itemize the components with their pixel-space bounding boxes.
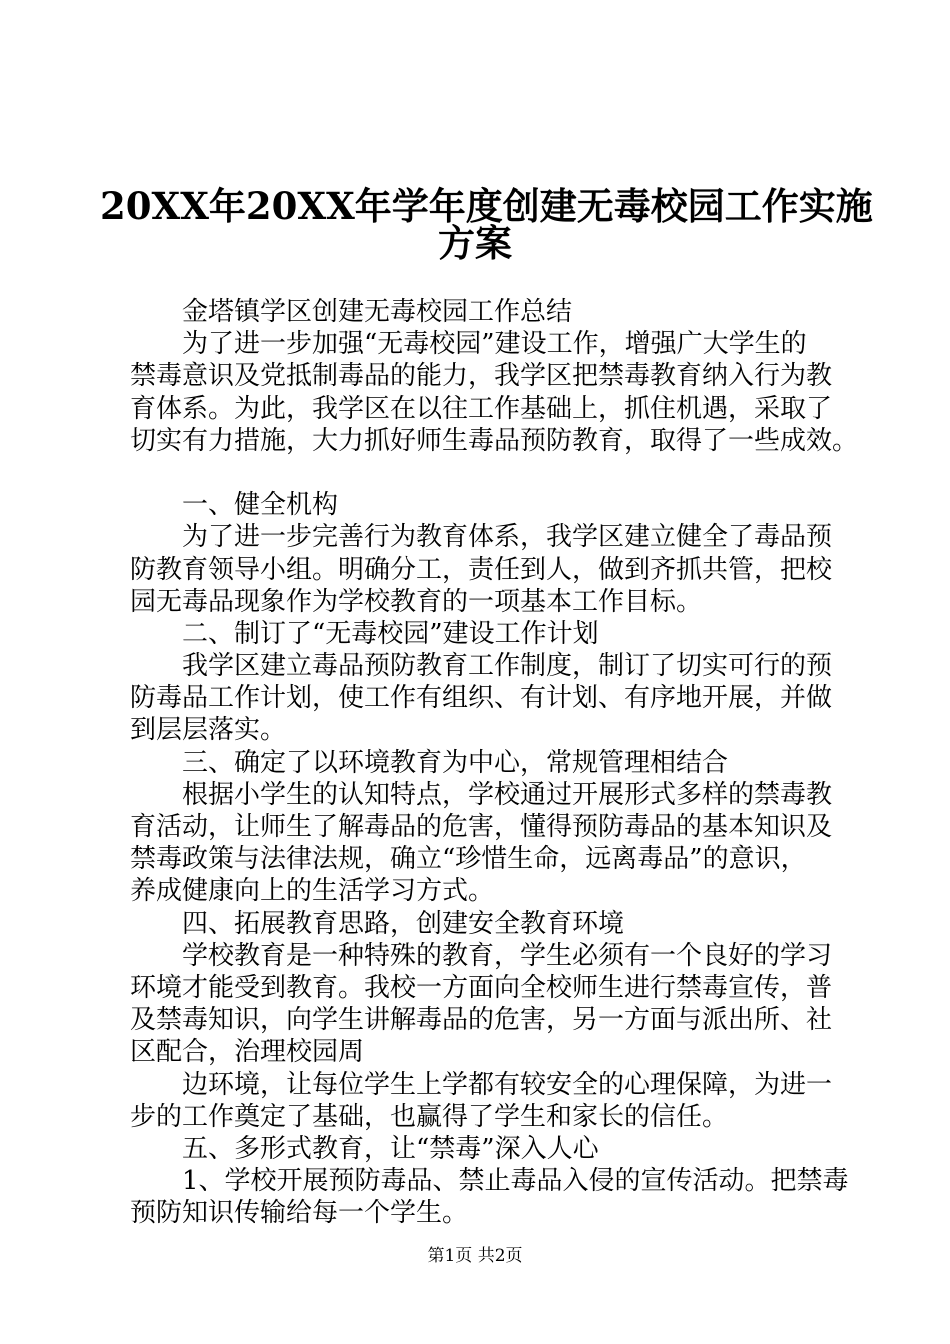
document-title-line-1: 20XX年20XX年学年度创建无毒校园工作实施 — [100, 184, 873, 228]
document-title-line-2: 方案 — [438, 221, 512, 265]
section-heading: 五、多形式教育，让“禁毒”深入人心 — [182, 1133, 599, 1164]
paragraph-line: 及禁毒知识，向学生讲解毒品的危害，另一方面与派出所、社 — [130, 1005, 833, 1036]
blank-line — [130, 457, 836, 489]
paragraph-line: 边环境，让每位学生上学都有较安全的心理保障，为进一 — [182, 1069, 833, 1100]
paragraph-line: 到层层落实。 — [130, 715, 287, 746]
paragraph-line: 步的工作奠定了基础，也赢得了学生和家长的信任。 — [130, 1101, 729, 1132]
paragraph-line: 育体系。为此，我学区在以往工作基础上，抓住机遇，采取了 — [130, 393, 833, 424]
document-body — [130, 296, 859, 1229]
paragraph-line: 切实有力措施，大力抓好师生毒品预防教育，取得了一些成效。 — [130, 425, 859, 456]
paragraph-line: 养成健康向上的生活学习方式。 — [130, 876, 495, 907]
subtitle-line: 金塔镇学区创建无毒校园工作总结 — [182, 297, 573, 327]
paragraph-line: 1、学校开展预防毒品、禁止毒品入侵的宣传活动。把禁毒 — [182, 1166, 849, 1197]
paragraph-line: 为了进一步加强“无毒校园”建设工作，增强广大学生的 — [182, 329, 807, 360]
section-heading: 三、确定了以环境教育为中心，常规管理相结合 — [182, 747, 729, 778]
paragraph-line: 防教育领导小组。明确分工，责任到人，做到齐抓共管，把校 — [130, 554, 833, 585]
section-heading: 二、制订了“无毒校园”建设工作计划 — [182, 618, 599, 649]
paragraph-line: 防毒品工作计划，使工作有组织、有计划、有序地开展，并做 — [130, 683, 833, 714]
paragraph-line: 学校教育是一种特殊的教育，学生必须有一个良好的学习 — [182, 940, 833, 971]
paragraph-line: 预防知识传输给每一个学生。 — [130, 1198, 469, 1229]
paragraph-line: 育活动，让师生了解毒品的危害，懂得预防毒品的基本知识及 — [130, 812, 833, 842]
section-heading: 一、健全机构 — [182, 490, 339, 521]
paragraph-line: 根据小学生的认知特点，学校通过开展形式多样的禁毒教 — [182, 779, 833, 810]
paragraph-line: 禁毒意识及党抵制毒品的能力，我学区把禁毒教育纳入行为教 — [130, 361, 833, 392]
paragraph-line: 园无毒品现象作为学校教育的一项基本工作目标。 — [130, 586, 703, 617]
paragraph-line: 为了进一步完善行为教育体系，我学区建立健全了毒品预 — [182, 522, 833, 553]
paragraph-line: 我学区建立毒品预防教育工作制度，制订了切实可行的预 — [182, 651, 833, 682]
section-heading: 四、拓展教育思路，创建安全教育环境 — [182, 908, 625, 939]
paragraph-line: 禁毒政策与法律法规，确立“珍惜生命，远离毒品”的意识， — [130, 844, 807, 875]
paragraph-line: 环境才能受到教育。我校一方面向全校师生进行禁毒宣传，普 — [130, 972, 833, 1003]
page-number-footer: 第1页 共2页 — [427, 1246, 523, 1266]
paragraph-line: 区配合，治理校园周 — [130, 1037, 365, 1068]
